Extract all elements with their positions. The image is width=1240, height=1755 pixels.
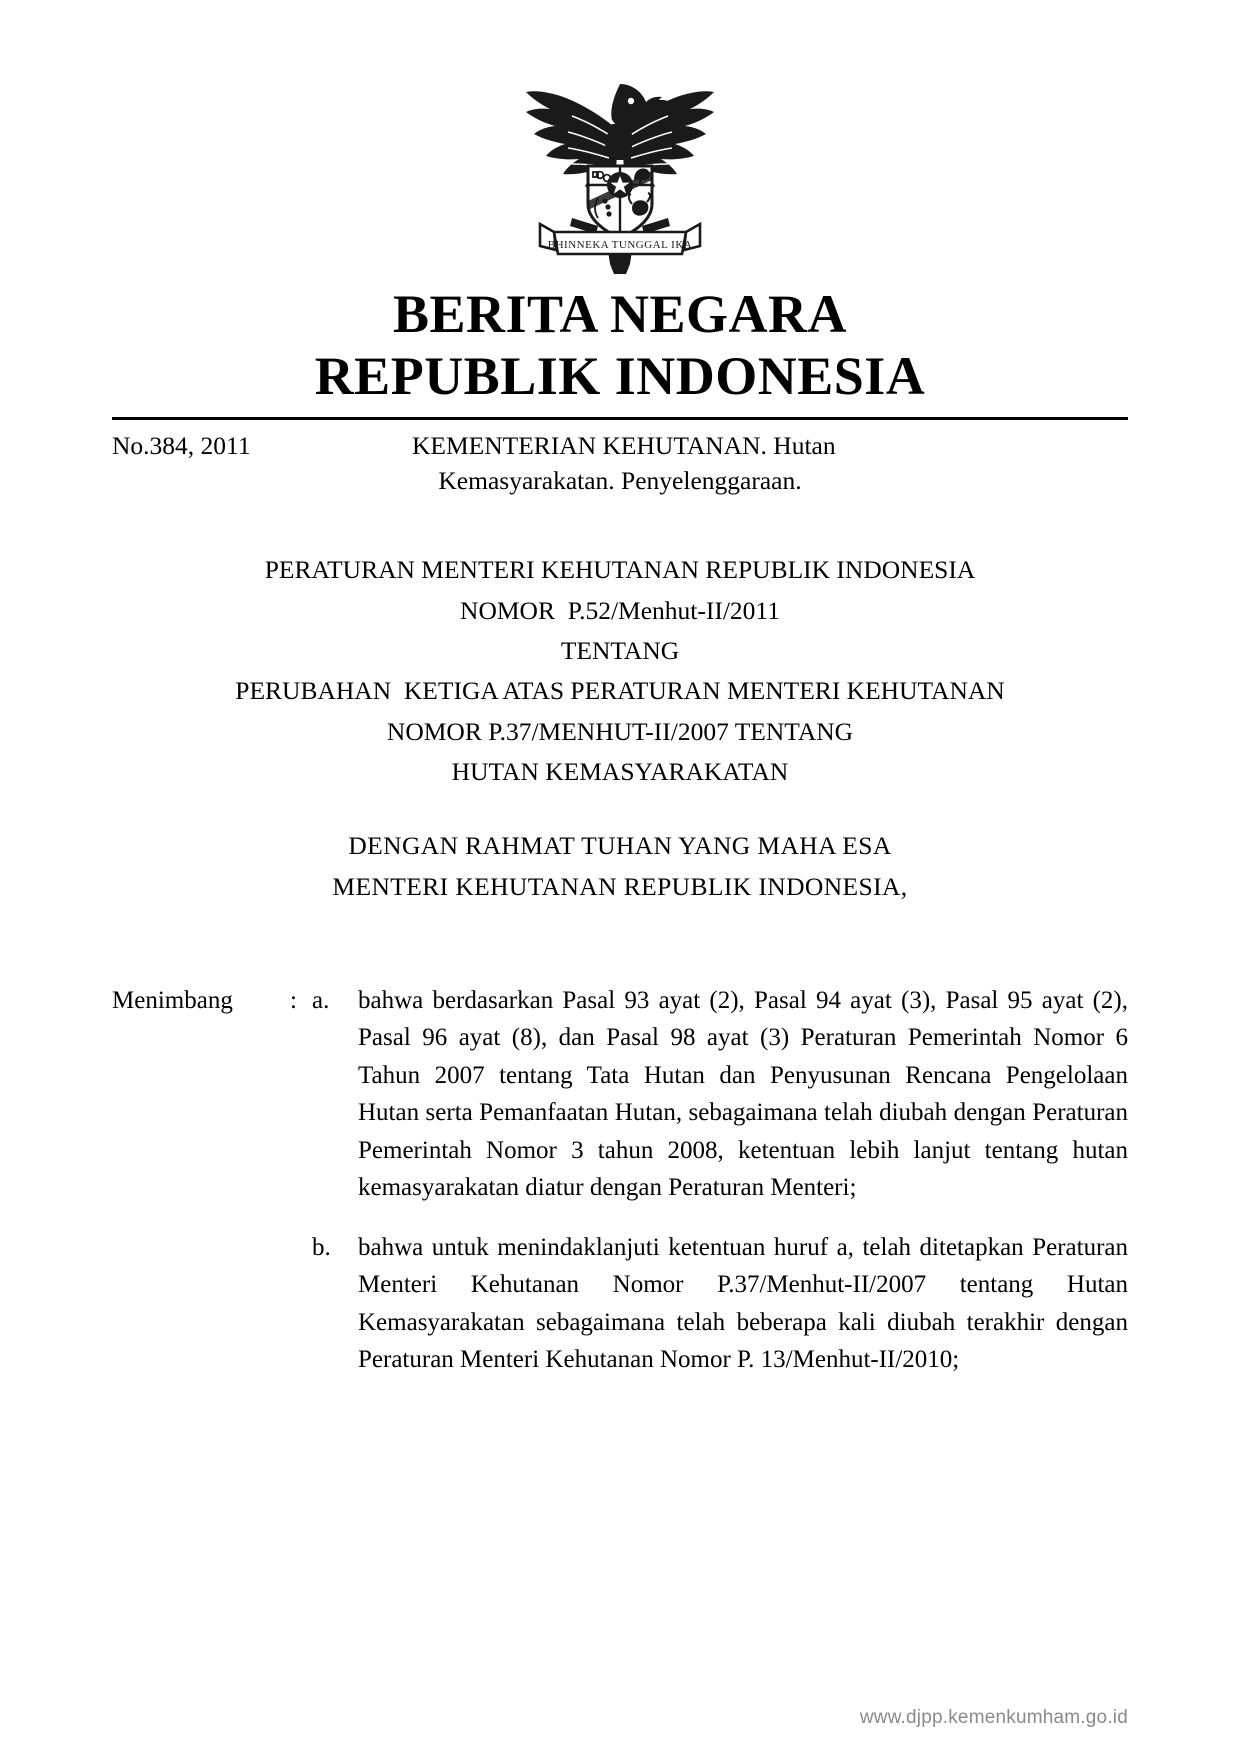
gazette-line — [112, 428, 1128, 463]
preamble-line-2: MENTERI KEHUTANAN REPUBLIK INDONESIA, — [332, 871, 908, 901]
emblem-container — [112, 68, 1128, 278]
preamble-block — [112, 826, 1128, 908]
consideration-letter-b: b. — [312, 1233, 331, 1261]
masthead — [112, 284, 1128, 407]
gazette-number: No.384, 2011 — [112, 431, 251, 461]
title-line-6: HUTAN KEMASYARAKATAN — [451, 756, 789, 786]
consideration-item — [112, 982, 1128, 1207]
title-line-2: NOMOR P.52/Menhut-II/2011 — [460, 595, 780, 625]
title-line-3: TENTANG — [560, 636, 680, 666]
regulation-title-block — [112, 550, 1128, 792]
gazette-subject-line-1: KEMENTERIAN KEHUTANAN. Hutan — [412, 431, 836, 461]
consideration-text-b: bahwa untuk menindaklanjuti ketentuan huruf a, telah ditetapkan Peraturan Menteri Kehutanan Nomor P.37/Menhut-II/2007 tentang Hutan Kemasyarakatan sebagaimana telah beberapa kali diubah terakhir dengan Peraturan Menteri Kehutanan Nomor P. 13/Menhut-II/2010; — [358, 1233, 1128, 1374]
gazette-subject-line-2: Kemasyarakatan. Penyelenggaraan. — [438, 466, 802, 496]
considerations-label: Menimbang — [112, 986, 233, 1014]
masthead-line-1: BERITA NEGARA — [392, 284, 848, 344]
title-line-1: PERATURAN MENTERI KEHUTANAN REPUBLIK INDONESIA — [264, 555, 976, 585]
title-line-4: PERUBAHAN KETIGA ATAS PERATURAN MENTERI KEHUTANAN — [235, 676, 1005, 706]
source-watermark: www.djpp.kemenkumham.go.id — [859, 1707, 1128, 1728]
consideration-item — [112, 1229, 1128, 1379]
considerations-section — [112, 982, 1128, 1379]
header-divider — [112, 417, 1128, 420]
consideration-letter-a: a. — [312, 986, 330, 1014]
title-line-5: NOMOR P.37/MENHUT-II/2007 TENTANG — [386, 716, 854, 746]
svg-text:BHINNEKA TUNGGAL IKA: BHINNEKA TUNGGAL IKA — [547, 239, 693, 251]
consideration-text-a: bahwa berdasarkan Pasal 93 ayat (2), Pasal 94 ayat (3), Pasal 95 ayat (2), Pasal 96 ayat (8), dan Pasal 98 ayat (3) Peraturan Pemerintah Nomor 6 Tahun 2007 tentang Tata Hutan dan Penyusunan Rencana Pengelolaan Hutan serta Pemanfaatan Hutan, sebagaimana telah diubah dengan Peraturan Pemerintah Nomor 3 tahun 2008, ketentuan lebih lanjut tentang hutan kemasyarakatan diatur dengan Peraturan Menteri; — [358, 986, 1128, 1202]
considerations-colon: : — [290, 986, 297, 1014]
preamble-line-1: DENGAN RAHMAT TUHAN YANG MAHA ESA — [348, 831, 892, 861]
garuda-pancasila-emblem — [510, 68, 730, 278]
masthead-line-2: REPUBLIK INDONESIA — [314, 345, 926, 406]
